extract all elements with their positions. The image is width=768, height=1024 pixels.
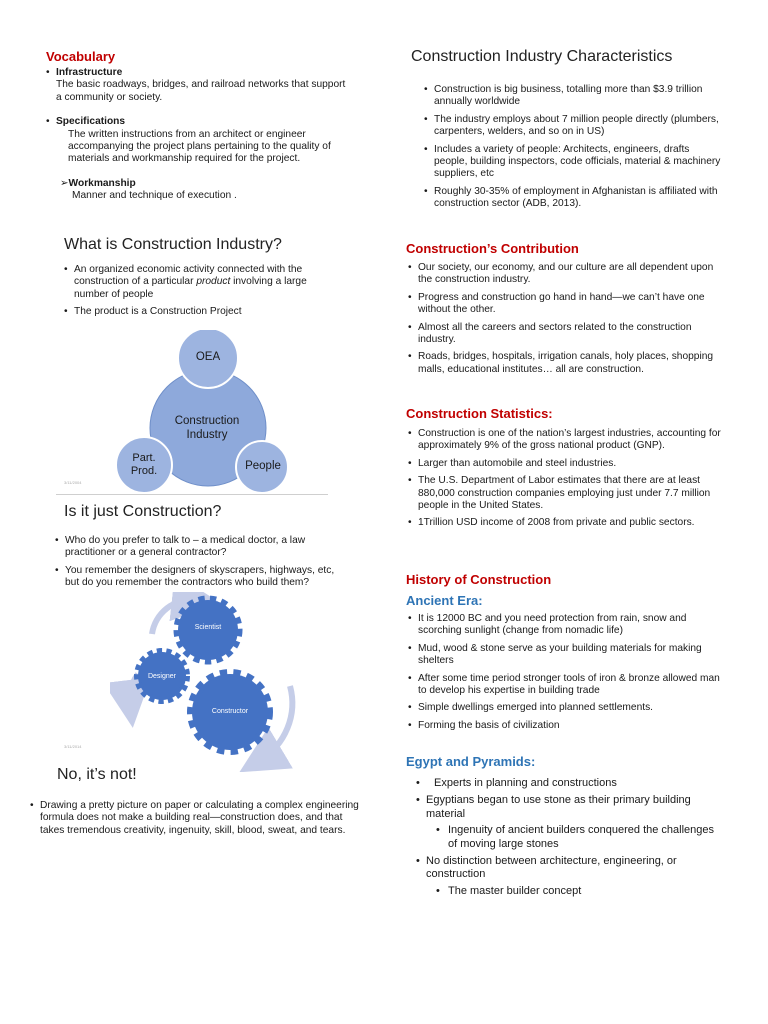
is-it-just-title: Is it just Construction? [64, 503, 222, 520]
diagram-top-label: OEA [195, 351, 221, 363]
ancient-era-heading: Ancient Era: [406, 593, 483, 608]
slide-footer-date: 3/11/2014 [64, 744, 82, 749]
what-is-title: What is Construction Industry? [64, 236, 282, 253]
list-item: • Roads, bridges, hospitals, irrigation canals, holy places, shopping malls, educational institutes… all are construction. [408, 351, 728, 376]
list-item: • The industry employs about 7 million people directly (plumbers, carpenters, welders, and so on in US) [424, 114, 724, 139]
list-item: • Our society, our economy, and our culture are all dependent upon the construction industry. [408, 262, 728, 287]
list-item: • Larger than automobile and steel industries. [408, 458, 728, 470]
list-item: • Mud, wood & stone serve as your building materials for making shelters [408, 643, 728, 668]
vocab-item-infrastructure [46, 67, 346, 104]
diagram-left-label: Part. Prod. [130, 452, 158, 477]
statistics-heading: Construction Statistics: [406, 406, 553, 421]
list-item: • The product is a Construction Project [64, 306, 336, 318]
arrow-bullet-icon: ➢ [60, 177, 69, 189]
vocabulary-list [46, 67, 346, 203]
characteristics-title: Construction Industry Characteristics [411, 48, 673, 65]
vocabulary-heading: Vocabulary [46, 49, 116, 64]
list-item: • Forming the basis of civilization [408, 720, 728, 732]
characteristics-bullets [424, 84, 724, 216]
list-item: • You remember the designers of skyscrapers, highways, etc, but do you remember the contractors who build them? [55, 565, 345, 590]
what-is-bullets [64, 264, 336, 324]
list-item: • It is 12000 BC and you need protection from rain, snow and scorching sunlight (change from nomadic life) [408, 613, 728, 638]
history-heading: History of Construction [406, 572, 552, 587]
vocab-definition: Manner and technique of execution . [72, 190, 237, 202]
is-it-just-bullets [55, 535, 345, 595]
slide-divider [56, 494, 328, 495]
list-item: • Almost all the careers and sectors related to the construction industry. [408, 322, 728, 347]
vocab-term: Specifications [56, 116, 126, 128]
list-item: • Who do you prefer to talk to – a medical doctor, a law practitioner or a general contractor? [55, 535, 345, 560]
list-item: • Drawing a pretty picture on paper or calculating a complex engineering formula does not make a building real—construction does, and that takes tremendous creativity, ingenuity, skill, blood, sweat, and tears. [30, 800, 365, 837]
contribution-heading: Construction’s Contribution [406, 241, 579, 256]
gear-label-designer: Designer [147, 673, 176, 680]
vocab-item-workmanship [46, 178, 346, 203]
statistics-bullets [408, 428, 728, 535]
diagram-right-label: People [245, 460, 281, 472]
no-its-not-title: No, it’s not! [57, 766, 137, 783]
sub-list-item: • Ingenuity of ancient builders conquered the challenges of moving large stones [436, 824, 726, 851]
contribution-bullets [408, 262, 728, 381]
list-item: • The U.S. Department of Labor estimates that there are at least 880,000 construction companies employing just under 7.7 million people in the United States. [408, 475, 728, 512]
list-item: • 1Trillion USD income of 2008 from private and public sectors. [408, 517, 728, 529]
list-item: • An organized economic activity connected with the construction of a particular product involving a large number of people [64, 264, 336, 301]
vocab-term: Infrastructure [56, 67, 123, 78]
list-item: • No distinction between architecture, engineering, or construction • The master builder concept [416, 855, 726, 898]
sub-list-item: • The master builder concept [436, 885, 726, 898]
diagram-center-label: Construction Industry [174, 415, 240, 441]
list-item: • Roughly 30-35% of employment in Afghanistan is affiliated with construction sector (ADB, 2013). [424, 186, 724, 211]
list-item: • Simple dwellings emerged into planned settlements. [408, 702, 728, 714]
gear-label-constructor: Constructor [211, 708, 249, 715]
ancient-era-bullets [408, 613, 728, 737]
vocab-definition: The basic roadways, bridges, and railroad networks that support a community or society. [56, 79, 346, 103]
vocab-definition: The written instructions from an architect or engineer accompanying the project plans pertaining to the quality of materials and workmanship required for the project. [68, 128, 331, 165]
egypt-heading: Egypt and Pyramids: [406, 754, 536, 769]
vocab-item-specifications [46, 116, 346, 166]
vocab-term: Workmanship [68, 177, 136, 189]
gears-diagram [110, 592, 300, 772]
list-item: • Includes a variety of people: Architects, engineers, drafts people, building inspectors, code officials, material & machinery suppliers, etc [424, 144, 724, 181]
list-item: • Progress and construction go hand in hand—we can’t have one without the other. [408, 292, 728, 317]
list-item: • Egyptians began to use stone as their primary building material • Ingenuity of ancient builders conquered the challenges of moving large stones [416, 794, 726, 851]
list-item: • After some time period stronger tools of iron & bronze allowed man to develop his expertise in building trade [408, 673, 728, 698]
list-item: • Construction is one of the nation’s largest industries, accounting for approximately 9% of the gross national product (GNP). [408, 428, 728, 453]
no-its-not-bullets [30, 800, 365, 842]
list-item: • Experts in planning and constructions [416, 777, 726, 790]
list-item: • Construction is big business, totalling more than $3.9 trillion annually worldwide [424, 84, 724, 109]
gear-label-scientist: Scientist [194, 624, 222, 631]
egypt-bullets [416, 777, 726, 902]
slide-footer-date: 3/11/2004 [64, 480, 82, 485]
